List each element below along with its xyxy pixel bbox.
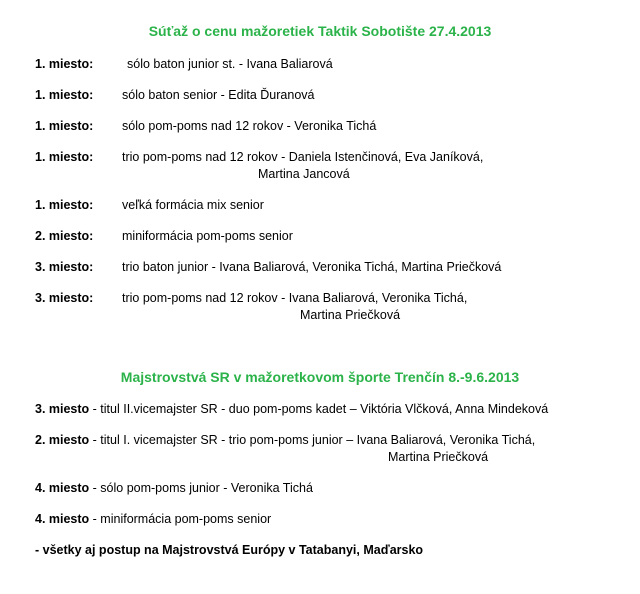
- list-item: [35, 402, 548, 416]
- place-label: 4. miesto: [35, 512, 90, 526]
- list-item: [35, 88, 315, 102]
- list-item: [35, 512, 271, 526]
- qualification-note: - všetky aj postup na Majstrovstvá Európy v Tatabanyi, Maďarsko: [35, 543, 424, 557]
- entry-text: - sólo pom-poms junior - Veronika Tichá: [89, 481, 313, 495]
- place-label: 1. miesto:: [35, 198, 94, 212]
- list-item: [35, 291, 468, 305]
- place-label: 3. miesto:: [35, 291, 94, 305]
- list-item: [35, 198, 264, 212]
- list-item: [35, 229, 293, 243]
- list-item: [35, 481, 313, 495]
- entry-continuation: Martina Priečková: [388, 450, 489, 464]
- place-label: 1. miesto:: [35, 119, 94, 133]
- section1-title: Súťaž o cenu mažoretiek Taktik Sobotište 27.4.2013: [148, 23, 492, 39]
- entry-text: sólo baton junior st. - Ivana Baliarová: [127, 57, 333, 71]
- entry-text: veľká formácia mix senior: [122, 198, 264, 212]
- section2-title: Majstrovstvá SR v mažoretkovom športe Trenčín 8.-9.6.2013: [120, 369, 520, 385]
- list-item: [35, 119, 377, 133]
- entry-text: sólo baton senior - Edita Ďuranová: [122, 88, 315, 102]
- entry-text: sólo pom-poms nad 12 rokov - Veronika Tichá: [122, 119, 377, 133]
- entry-text: trio pom-poms nad 12 rokov - Daniela Istenčinová, Eva Janíková,: [122, 150, 484, 164]
- place-label: 2. miesto: [35, 433, 90, 447]
- place-label: 1. miesto:: [35, 150, 94, 164]
- place-label: 4. miesto: [35, 481, 90, 495]
- place-label: 1. miesto:: [35, 57, 94, 71]
- list-item: [35, 57, 333, 71]
- entry-continuation: Martina Jancová: [258, 167, 350, 181]
- entry-text: trio baton junior - Ivana Baliarová, Veronika Tichá, Martina Priečková: [122, 260, 502, 274]
- entry-continuation: Martina Priečková: [300, 308, 401, 322]
- entry-text: - titul II.vicemajster SR - duo pom-poms kadet – Viktória Vlčková, Anna Mindeková: [89, 402, 549, 416]
- entry-text: trio pom-poms nad 12 rokov - Ivana Baliarová, Veronika Tichá,: [122, 291, 468, 305]
- list-item: [35, 260, 502, 274]
- entry-text: - titul I. vicemajster SR - trio pom-poms junior – Ivana Baliarová, Veronika Tichá,: [89, 433, 536, 447]
- place-label: 3. miesto:: [35, 260, 94, 274]
- entry-text: - miniformácia pom-poms senior: [89, 512, 272, 526]
- list-item: [35, 150, 484, 164]
- entry-text: miniformácia pom-poms senior: [122, 229, 293, 243]
- list-item: [35, 433, 535, 447]
- place-label: 2. miesto:: [35, 229, 94, 243]
- place-label: 1. miesto:: [35, 88, 94, 102]
- place-label: 3. miesto: [35, 402, 90, 416]
